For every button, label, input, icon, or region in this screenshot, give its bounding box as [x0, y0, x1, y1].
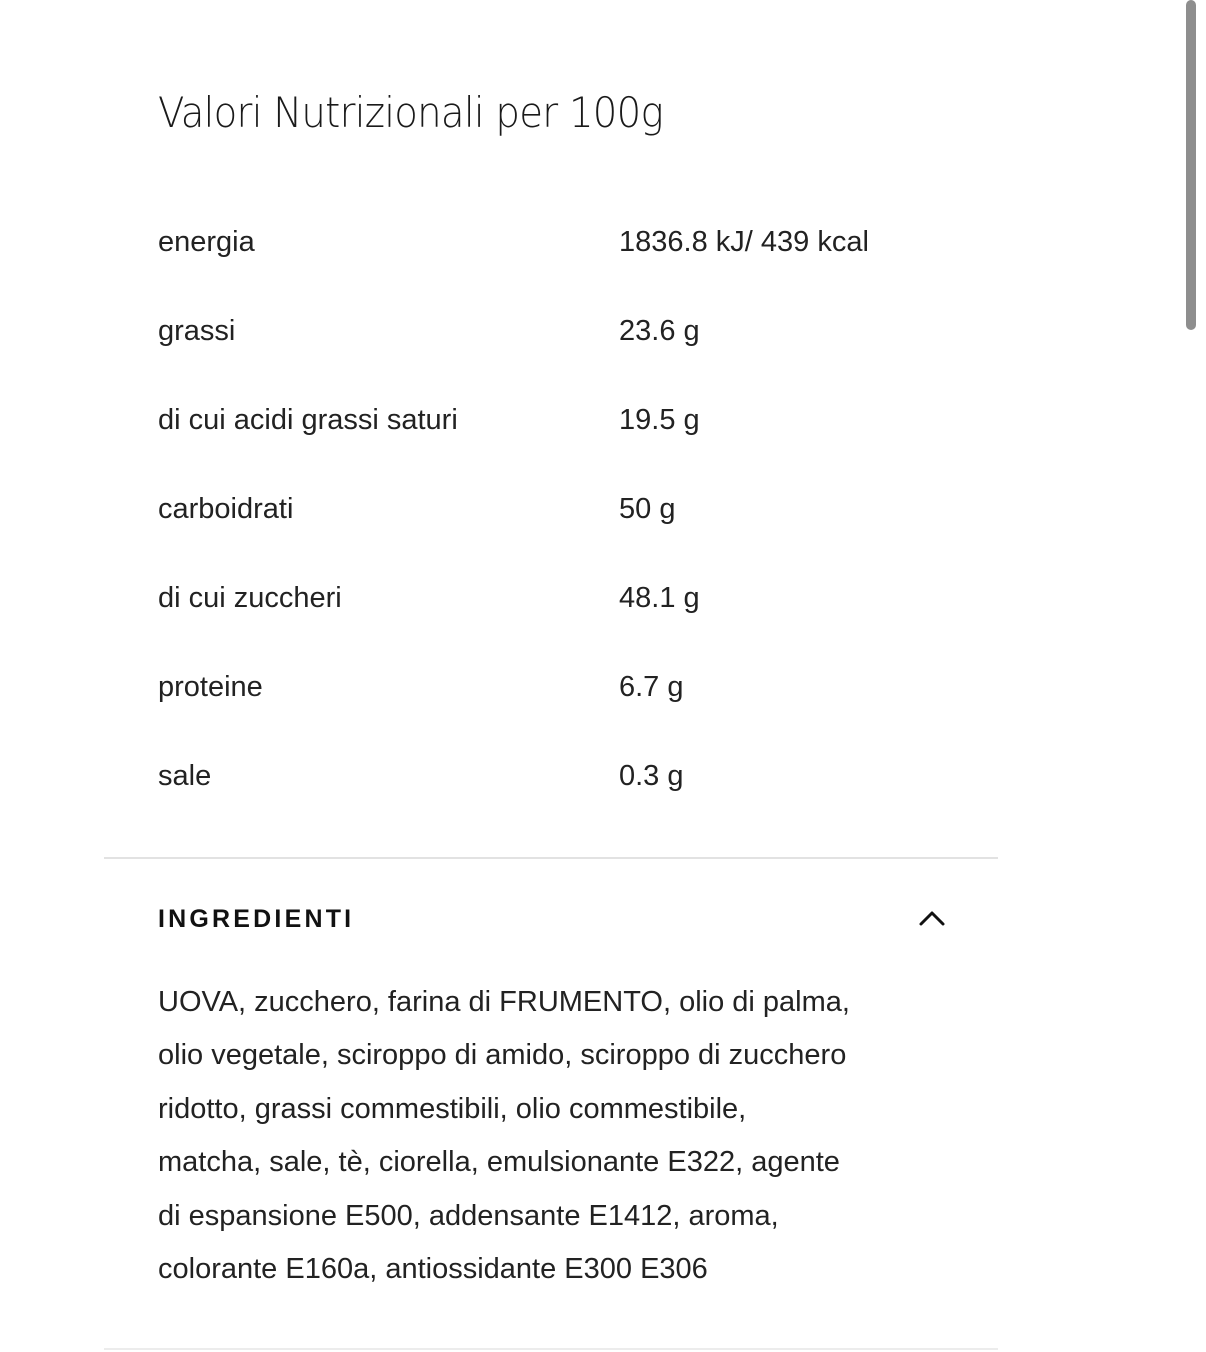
nutrition-value: 48.1 g [619, 582, 700, 614]
nutrition-value: 50 g [619, 493, 676, 525]
nutrition-table [158, 198, 978, 821]
scrollbar-thumb[interactable] [1186, 0, 1196, 330]
section-divider [104, 1348, 998, 1350]
section-divider [104, 857, 998, 859]
nutrition-value: 6.7 g [619, 671, 684, 703]
nutrition-label: di cui zuccheri [158, 582, 342, 614]
nutrition-value: 1836.8 kJ/ 439 kcal [619, 226, 869, 258]
nutrition-label: proteine [158, 671, 263, 703]
nutrition-row [158, 198, 978, 287]
nutrition-label: sale [158, 760, 212, 792]
ingredients-accordion-header[interactable] [158, 895, 948, 945]
nutrition-value: 19.5 g [619, 404, 700, 436]
nutrition-label: grassi [158, 315, 236, 347]
nutrition-row [158, 465, 978, 554]
nutrition-title: Valori Nutrizionali per 100g [158, 88, 663, 137]
nutrition-row [158, 732, 978, 821]
nutrition-label: energia [158, 226, 255, 258]
nutrition-row [158, 554, 978, 643]
nutrition-label: carboidrati [158, 493, 294, 525]
nutrition-row [158, 376, 978, 465]
ingredients-heading: INGREDIENTI [158, 905, 355, 933]
nutrition-value: 23.6 g [619, 315, 700, 347]
nutrition-label: di cui acidi grassi saturi [158, 404, 458, 436]
nutrition-row [158, 643, 978, 732]
nutrition-row [158, 287, 978, 376]
chevron-up-icon[interactable] [918, 907, 946, 929]
nutrition-value: 0.3 g [619, 760, 684, 792]
ingredients-text: UOVA, zucchero, farina di FRUMENTO, olio di palma, olio vegetale, sciroppo di amido, sciroppo di zucchero ridotto, grassi commestibili, olio commestibile, matcha, sale, tè, ciorella, emulsionante E322, agente di espansione E500, addensante E1412, aroma, colorante E160a, antiossidante E300 E306 [158, 986, 850, 1286]
